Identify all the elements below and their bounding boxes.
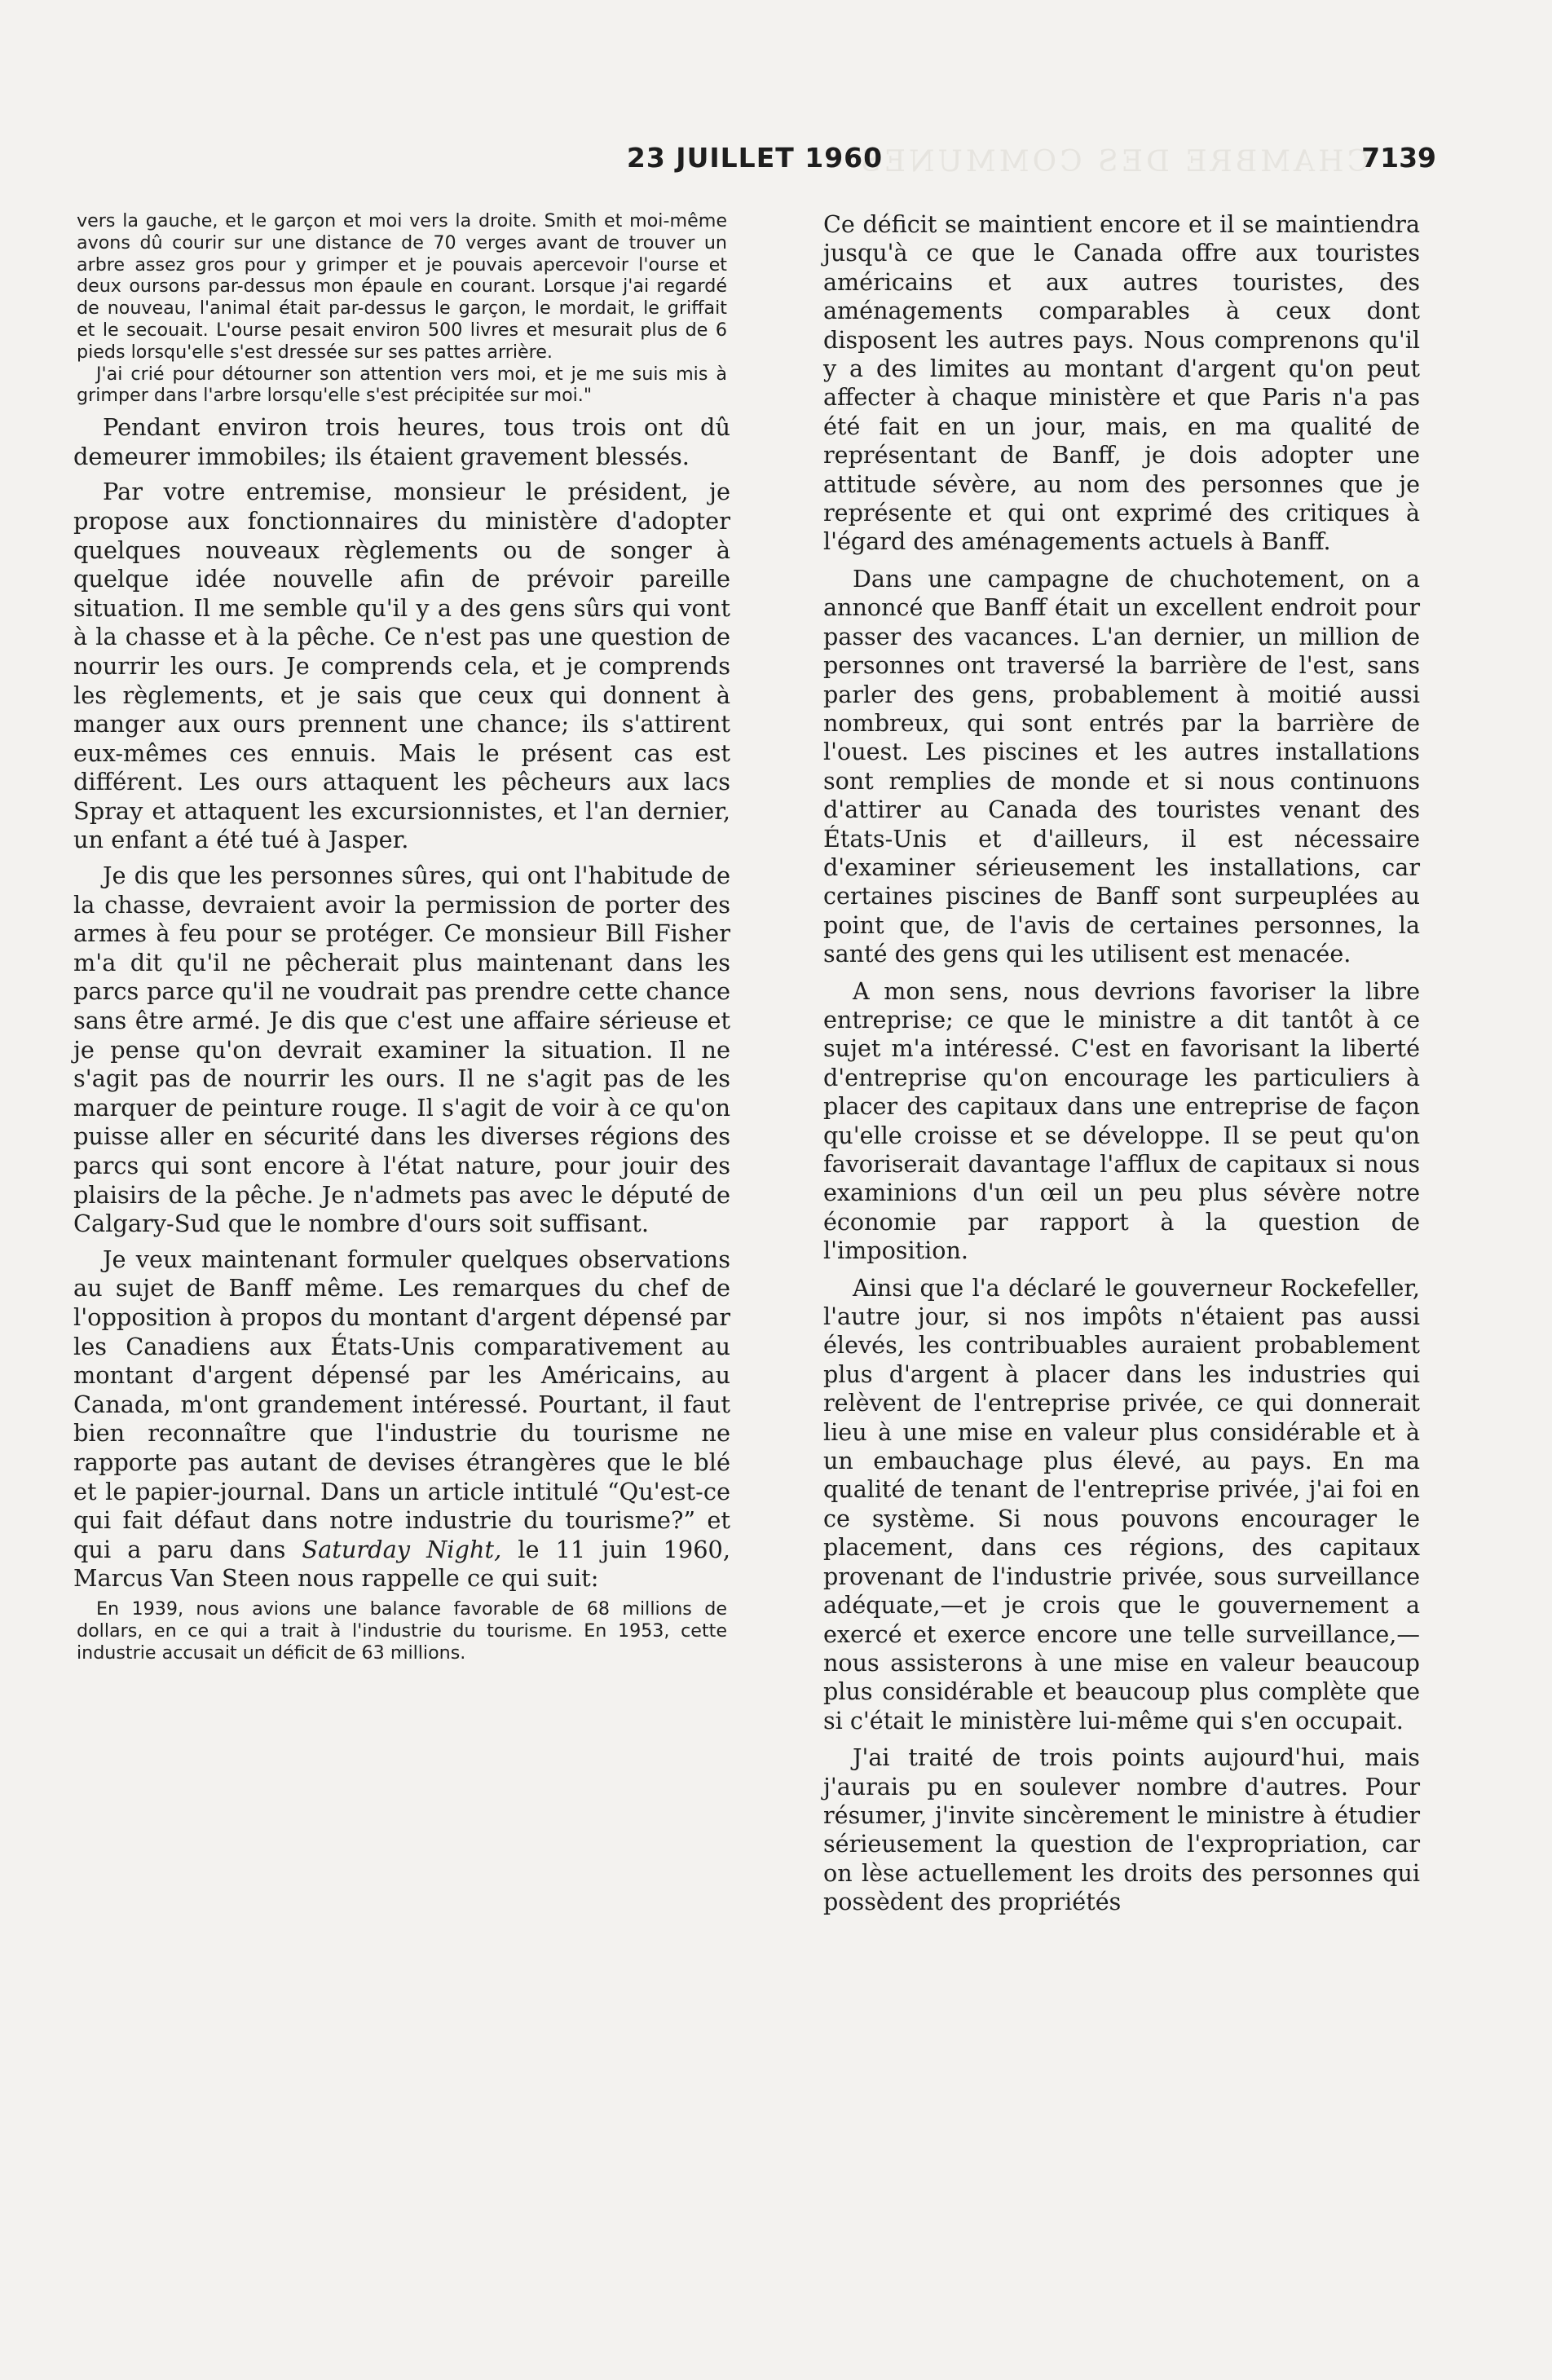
header-date: 23 JUILLET 1960	[626, 142, 884, 174]
body-paragraph: Je dis que les personnes sûres, qui ont l'habitude de la chasse, devraient avoir la permission de porter des armes à feu pour se protéger. Ce monsieur Bill Fisher m'a dit qu'il ne pêcherait plus maintenant dans les parcs parce qu'il ne voudrait pas prendre cette chance sans être armé. Je dis que c'est une affaire sérieuse et je pense qu'on devrait examiner la situation. Il ne s'agit pas de nourrir les ours. Il ne s'agit pas de les marquer de peinture rouge. Il s'agit de voir à ce qu'on puisse aller en sécurité dans les diverses régions des parcs qui sont encore à l'état nature, pour jouir des plaisirs de la pêche. Je n'admets pas avec le député de Calgary-Sud que le nombre d'ours soit suffisant.	[73, 862, 730, 1238]
body-paragraph: J'ai traité de trois points aujourd'hui, mais j'aurais pu en soulever nombre d'autres. Pour résumer, j'invite sincèrement le ministre à étudier sérieusement la question de l'expropriation, car on lèse actuellement les droits des personnes qui possèdent des propriétés	[823, 1743, 1420, 1916]
quote-paragraph: J'ai crié pour détourner son attention vers moi, et je me suis mis à grimper dans l'arbre lorsqu'elle s'est précipitée sur moi."	[77, 363, 727, 407]
body-paragraph: Pendant environ trois heures, tous trois ont dû demeurer immobiles; ils étaient gravement blessés.	[73, 413, 730, 470]
right-column	[823, 210, 1420, 1917]
body-paragraph: Par votre entremise, monsieur le président, je propose aux fonctionnaires du ministère d'adopter quelques nouveaux règlements ou de songer à quelque idée nouvelle afin de prévoir pareille situation. Il me semble qu'il y a des gens sûrs qui vont à la chasse et à la pêche. Ce n'est pas une question de nourrir les ours. Je comprends cela, et je comprends les règlements, et je sais que ceux qui donnent à manger aux ours prennent une chance; ils s'attirent eux-mêmes ces ennuis. Mais le présent cas est différent. Les ours attaquent les pêcheurs aux lacs Spray et attaquent les excursionnistes, et l'an dernier, un enfant a été tué à Jasper.	[73, 478, 730, 854]
body-paragraph: Dans une campagne de chuchotement, on a annoncé que Banff était un excellent endroit pour passer des vacances. L'an dernier, un million de personnes ont traversé la barrière de l'est, sans parler des gens, probablement à moitié aussi nombreux, qui sont entrés par la barrière de l'ouest. Les piscines et les autres installations sont remplies de monde et si nous continuons d'attirer au Canada des touristes venant des États-Unis et d'ailleurs, il est nécessaire d'examiner sérieusement les installations, car certaines piscines de Banff sont surpeuplées au point que, de l'avis de certaines personnes, la santé des gens qui les utilisent est menacée.	[823, 564, 1420, 968]
body-paragraph: Ainsi que l'a déclaré le gouverneur Rockefeller, l'autre jour, si nos impôts n'étaient pas aussi élevés, les contribuables auraient probablement plus d'argent à placer dans les industries qui relèvent de l'entreprise privée, ce qui donnerait lieu à une mise en valeur plus considérable et à un embauchage plus élevé, au pays. En ma qualité de tenant de l'entreprise privée, j'ai foi en ce système. Si nous pouvons encourager le placement, dans ces régions, des capitaux provenant de l'industrie privée, sous surveillance adéquate,—et je crois que le gouvernement a exercé et exerce encore une telle surveillance,—nous assisterons à une mise en valeur beaucoup plus considérable et beaucoup plus complète que si c'était le ministère lui-même qui s'en occupait.	[823, 1273, 1420, 1734]
body-paragraph: Ce déficit se maintient encore et il se maintiendra jusqu'à ce que le Canada offre aux touristes américains et aux autres touristes, des aménagements comparables à ceux dont disposent les autres pays. Nous comprenons qu'il y a des limites au montant d'argent qu'on peut affecter à chaque ministère et que Paris n'a pas été fait en un jour, mais, en ma qualité de représentant de Banff, je dois adopter une attitude sévère, au nom des personnes que je représente et qui ont exprimé des critiques à l'égard des aménagements actuels à Banff.	[823, 210, 1420, 556]
body-paragraph: A mon sens, nous devrions favoriser la libre entreprise; ce que le ministre a dit tantôt à ce sujet m'a intéressé. C'est en favorisant la liberté d'entreprise qu'on encourage les particuliers à placer des capitaux dans une entreprise de façon qu'elle croisse et se développe. Il se peut qu'on favoriserait davantage l'afflux de capitaux si nous examinions d'un œil un peu plus sévère notre économie par rapport à la question de l'imposition.	[823, 976, 1420, 1265]
quote-paragraph: En 1939, nous avions une balance favorable de 68 millions de dollars, en ce qui a trait à l'industrie du tourisme. En 1953, cette industrie accusait un déficit de 63 millions.	[77, 1598, 727, 1664]
quote-paragraph: vers la gauche, et le garçon et moi vers la droite. Smith et moi-même avons dû courir sur une distance de 70 verges avant de trouver un arbre assez gros pour y grimper et je pouvais apercevoir l'ourse et deux oursons par-dessus mon épaule en courant. Lorsque j'ai regardé de nouveau, l'animal était par-dessus le garçon, le mordait, le griffait et le secouait. L'ourse pesait environ 500 livres et mesurait plus de 6 pieds lorsqu'elle s'est dressée sur ses pattes arrière.	[77, 210, 727, 363]
page-header	[73, 142, 1436, 186]
page-number: 7139	[1361, 142, 1436, 174]
bleed-through-text: CHAMBRE DES COMMUNES	[858, 145, 1369, 178]
publication-title: Saturday Night,	[302, 1535, 502, 1563]
body-text: Je veux maintenant formuler quelques observations au sujet de Banff même. Les remarques du chef de l'opposition à propos du montant d'argent dépensé par les Canadiens aux États-Unis comparativement au montant d'argent dépensé par les Américains, au Canada, m'ont grandement intéressé. Pourtant, il faut bien reconnaître que l'industrie du tourisme ne rapporte pas autant de devises étrangères que le blé et le papier-journal. Dans un article intitulé “Qu'est-ce qui fait défaut dans notre industrie du tourisme?” et qui a paru dans	[73, 1245, 730, 1563]
left-column	[73, 210, 730, 1664]
body-text: le 11 juin 1960, Marcus Van Steen nous rappelle ce qui suit:	[73, 1535, 730, 1593]
body-paragraph	[73, 1245, 730, 1593]
